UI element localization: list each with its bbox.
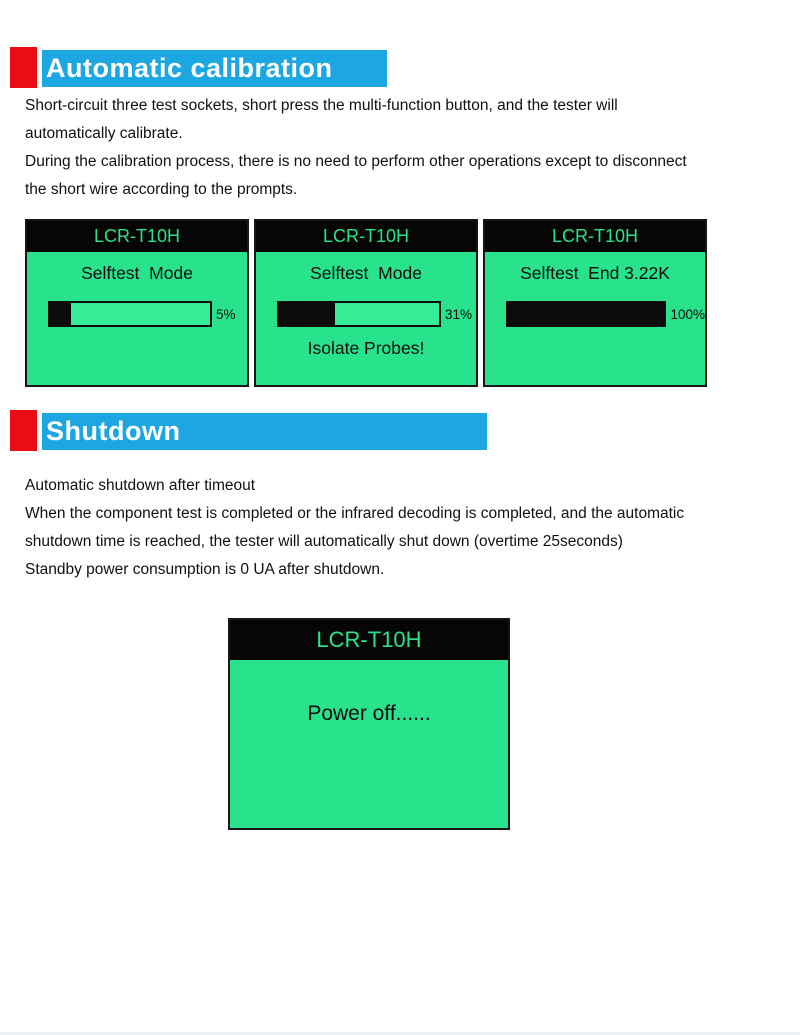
section-header-shutdown [10, 410, 487, 451]
lcd-status-text: Selftest End 3.22K [520, 263, 670, 283]
lcd-screen-title: LCR-T10H [322, 226, 410, 246]
progress-row [48, 301, 247, 327]
lcd-screen-title: LCR-T10H [551, 226, 639, 246]
lcd-screen-header [230, 620, 508, 660]
progress-label: 31% [445, 306, 473, 322]
paragraph-line: Short-circuit three test sockets, short press the multi-function button, and the tester will [25, 97, 618, 114]
progress-label: 100% [670, 306, 705, 322]
progress-bar [277, 301, 441, 327]
lcd-screen-selftest-31 [254, 219, 478, 387]
lcd-screen-selftest-end [483, 219, 707, 387]
lcd-screens-row [25, 219, 707, 387]
progress-label: 5% [216, 306, 236, 322]
lcd-screen-power-off [228, 618, 510, 830]
lcd-screen-header [485, 221, 705, 252]
section-title-calibration: Automatic calibration [46, 53, 333, 83]
red-accent-block [10, 47, 37, 88]
lcd-note-text: Isolate Probes! [307, 338, 425, 358]
progress-fill [508, 303, 664, 325]
progress-fill [50, 303, 71, 325]
progress-bar [506, 301, 666, 327]
lcd-status-text: Selftest Mode [81, 263, 193, 283]
lcd-screen-header [27, 221, 247, 252]
lcd-note-text [485, 338, 705, 358]
red-accent-block [10, 410, 37, 451]
lcd-screen-header [256, 221, 476, 252]
paragraph-line: Standby power consumption is 0 UA after shutdown. [25, 561, 385, 578]
progress-row [277, 301, 476, 327]
lcd-screen-title: LCR-T10H [93, 226, 181, 246]
shutdown-paragraph [25, 472, 684, 584]
section-banner-calibration [42, 50, 387, 87]
lcd-screen-body [27, 263, 247, 358]
progress-fill [279, 303, 335, 325]
progress-row [506, 301, 705, 327]
calibration-paragraph [25, 92, 687, 204]
paragraph-line: Automatic shutdown after timeout [25, 477, 256, 494]
power-off-message: Power off...... [307, 702, 431, 725]
lcd-screen-title: LCR-T10H [316, 627, 422, 652]
lcd-note-text [27, 338, 247, 358]
lcd-screen-selftest-5 [25, 219, 249, 387]
progress-bar [48, 301, 212, 327]
lcd-status-text: Selftest Mode [310, 263, 422, 283]
paragraph-line: shutdown time is reached, the tester will automatically shut down (overtime 25seconds) [25, 533, 623, 550]
section-title-shutdown: Shutdown [46, 416, 181, 446]
lcd-screen-body [485, 263, 705, 358]
paragraph-line: During the calibration process, there is no need to perform other operations except to disconnect [25, 153, 687, 170]
paragraph-line: automatically calibrate. [25, 125, 183, 142]
paragraph-line: When the component test is completed or the infrared decoding is completed, and the automatic [25, 505, 685, 522]
paragraph-line: the short wire according to the prompts. [25, 181, 298, 198]
lcd-screen-body [256, 263, 476, 359]
section-banner-shutdown [42, 413, 487, 450]
section-header-calibration [10, 47, 387, 88]
